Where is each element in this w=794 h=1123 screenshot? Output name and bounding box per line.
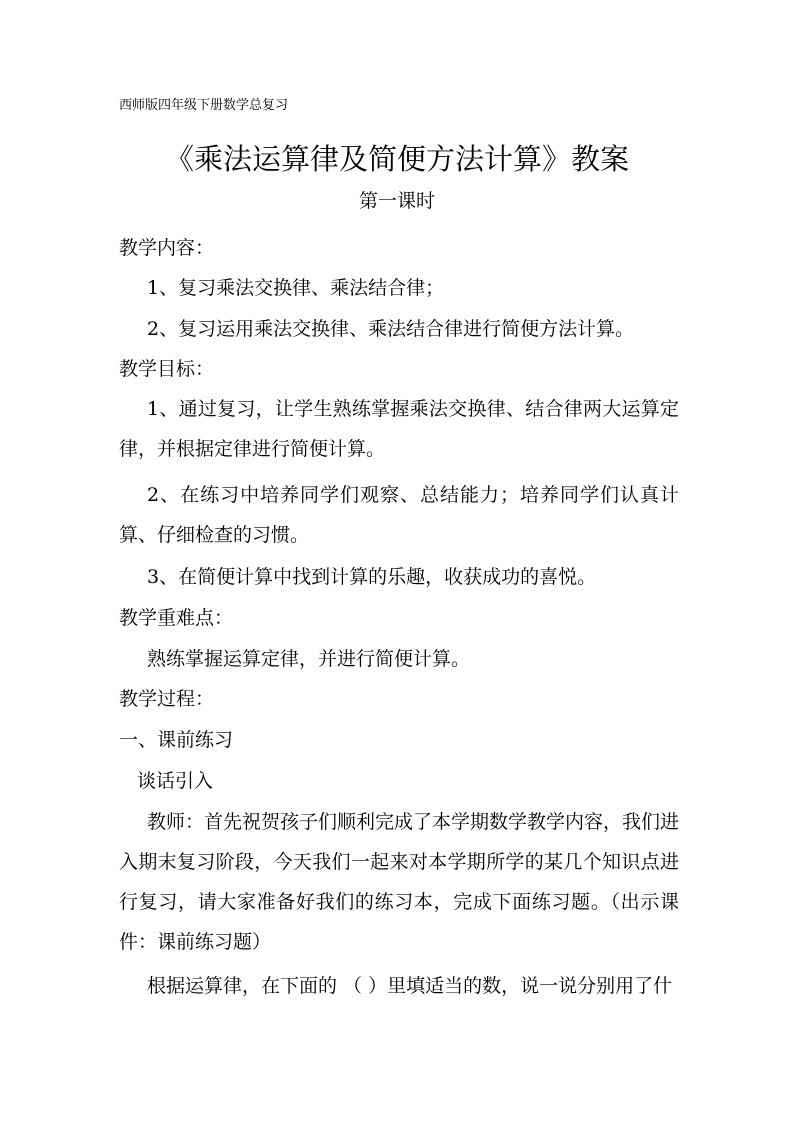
content-item-2: 2、复习运用乘法交换律、乘法结合律进行简便方法计算。 — [147, 318, 635, 340]
lesson-label: 第一课时 — [358, 190, 435, 212]
last-line: 根据运算律，在下面的 （ ）里填适当的数，说一说分别用了什 — [147, 975, 673, 997]
small-header: 西师版四年级下册数学总复习 — [119, 98, 289, 113]
content-item-1: 1、复习乘法交换律、乘法结合律； — [147, 277, 445, 299]
process-heading: 教学过程： — [119, 688, 215, 710]
objective-item-1: 1、通过复习，让学生熟练掌握乘法交换律、结合律两大运算定律，并根据定律进行简便计算。 — [119, 398, 679, 460]
keypoints-text: 熟练掌握运算定律，并进行简便计算。 — [147, 648, 471, 670]
objective-item-2: 2、在练习中培养同学们观察、总结能力；培养同学们认真计算、仔细检查的习惯。 — [119, 484, 679, 546]
section-1-title: 一、课前练习 — [119, 729, 234, 751]
intro-label: 谈话引入 — [137, 770, 214, 792]
objective-item-3: 3、在简便计算中找到计算的乐趣，收获成功的喜悦。 — [147, 566, 597, 588]
content-heading: 教学内容： — [119, 237, 215, 259]
keypoints-heading: 教学重难点： — [119, 607, 234, 629]
teacher-paragraph: 教师：首先祝贺孩子们顺利完成了本学期数学教学内容，我们进入期末复习阶段，今天我们一起来对本学期所学的某几个知识点进行复习，请大家准备好我们的练习本，完成下面练习题。（出示课件：课前练习题） — [119, 811, 680, 953]
objectives-heading: 教学目标： — [119, 358, 215, 380]
document-title: 《乘法运算律及简便方法计算》教案 — [164, 142, 629, 176]
